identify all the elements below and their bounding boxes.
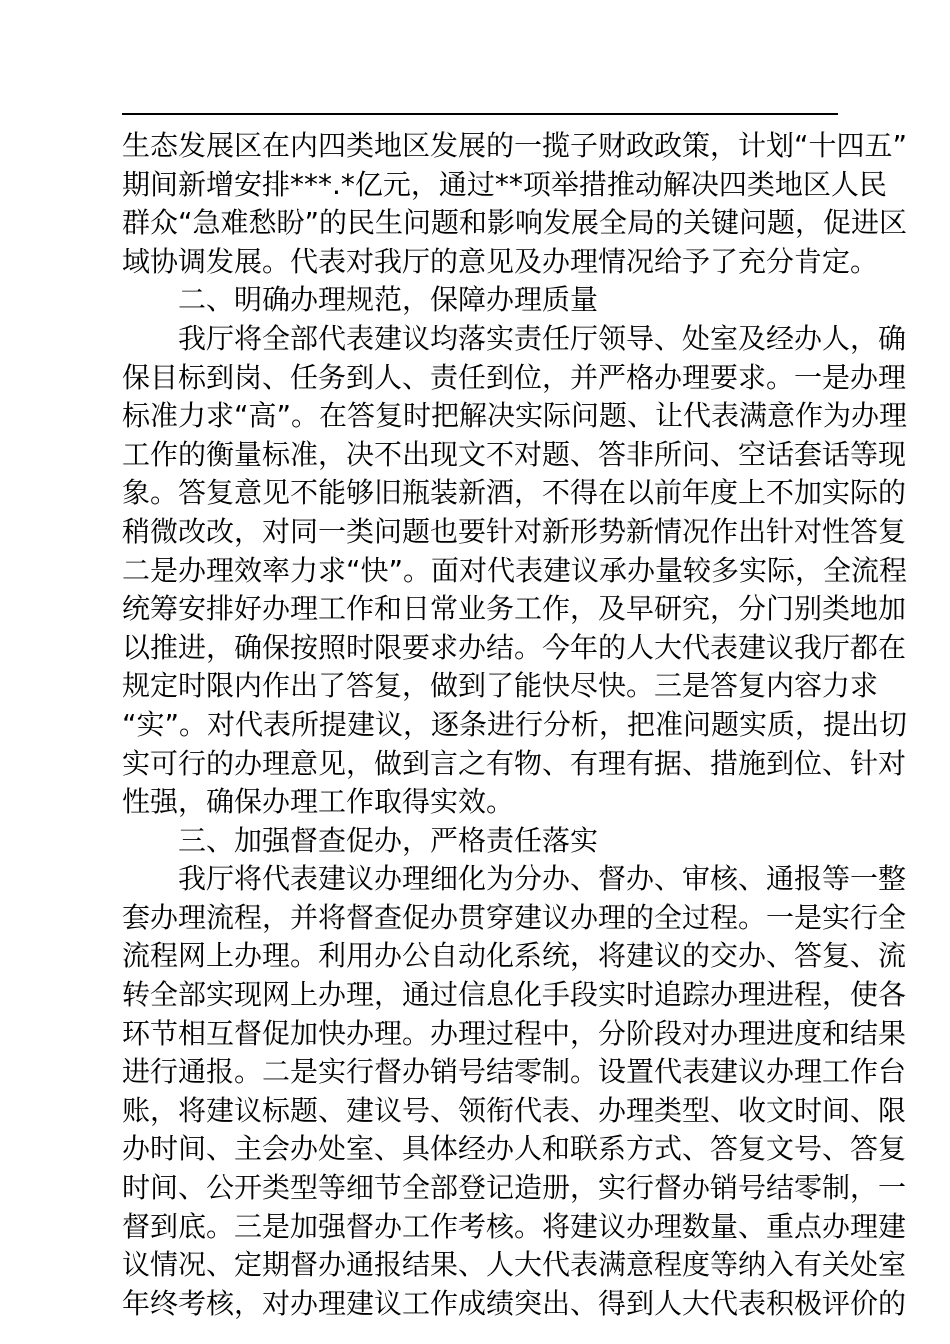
paragraph-line: 标准力求“高”。在答复时把解决实际问题、让代表满意作为办理 — [122, 399, 908, 433]
section-heading: 三、加强督查促办，严格责任落实 — [178, 823, 599, 857]
paragraph-line: 环节相互督促加快办理。办理过程中，分阶段对办理进度和结果 — [122, 1016, 907, 1050]
paragraph-line: 套办理流程，并将督查促办贯穿建议办理的全过程。一是实行全 — [122, 900, 907, 934]
paragraph-line: 转全部实现网上办理，通过信息化手段实时追踪办理进程，使各 — [122, 978, 907, 1012]
paragraph-line: 议情况、定期督办通报结果、人大代表满意程度等纳入有关处室 — [122, 1248, 907, 1282]
paragraph-line: 督到底。三是加强督办工作考核。将建议办理数量、重点办理建 — [122, 1209, 907, 1243]
document-body — [122, 127, 908, 1323]
paragraph-line: 我厅将全部代表建议均落实责任厅领导、处室及经办人，确 — [178, 321, 907, 355]
paragraph-line: 稍微改改，对同一类问题也要针对新形势新情况作出针对性答复 — [122, 514, 907, 548]
paragraph-line: 群众“急难愁盼”的民生问题和影响发展全局的关键问题，促进区 — [122, 206, 908, 240]
paragraph-line: 办时间、主会办处室、具体经办人和联系方式、答复文号、答复 — [122, 1132, 907, 1166]
paragraph-line: 流程网上办理。利用办公自动化系统，将建议的交办、答复、流 — [122, 939, 907, 973]
paragraph-line: 象。答复意见不能够旧瓶装新酒，不得在以前年度上不加实际的 — [122, 476, 907, 510]
paragraph-line: 二是办理效率力求“快”。面对代表建议承办量较多实际，全流程 — [122, 553, 908, 587]
section-heading: 二、明确办理规范，保障办理质量 — [178, 283, 599, 317]
header-rule — [122, 113, 838, 115]
paragraph-line: 规定时限内作出了答复，做到了能快尽快。三是答复内容力求 — [122, 669, 879, 703]
paragraph-line: 以推进，确保按照时限要求办结。今年的人大代表建议我厅都在 — [122, 630, 907, 664]
paragraph-line: 年终考核，对办理建议工作成绩突出、得到人大代表积极评价的 — [122, 1286, 907, 1320]
paragraph-line: 生态发展区在内四类地区发展的一揽子财政政策，计划“十四五” — [122, 129, 908, 162]
paragraph-line: “实”。对代表所提建议，逐条进行分析，把准问题实质，提出切 — [122, 707, 908, 741]
paragraph-line: 账，将建议标题、建议号、领衔代表、办理类型、收文时间、限 — [122, 1093, 907, 1127]
paragraph-line: 性强，确保办理工作取得实效。 — [122, 785, 515, 819]
paragraph-line: 时间、公开类型等细节全部登记造册，实行督办销号结零制，一 — [122, 1171, 907, 1205]
paragraph-line: 统筹安排好办理工作和日常业务工作，及早研究，分门别类地加 — [122, 592, 907, 626]
paragraph-line: 我厅将代表建议办理细化为分办、督办、审核、通报等一整 — [178, 862, 907, 896]
paragraph-line: 实可行的办理意见，做到言之有物、有理有据、措施到位、针对 — [122, 746, 907, 780]
paragraph-line: 进行通报。二是实行督办销号结零制。设置代表建议办理工作台 — [122, 1055, 907, 1089]
paragraph-line: 工作的衡量标准，决不出现文不对题、答非所问、空话套话等现 — [122, 437, 907, 471]
paragraph-line: 保目标到岗、任务到人、责任到位，并严格办理要求。一是办理 — [122, 360, 907, 394]
paragraph-line: 期间新增安排***.*亿元，通过**项举措推动解决四类地区人民 — [122, 167, 887, 201]
paragraph-line: 域协调发展。代表对我厅的意见及办理情况给予了充分肯定。 — [122, 244, 879, 278]
